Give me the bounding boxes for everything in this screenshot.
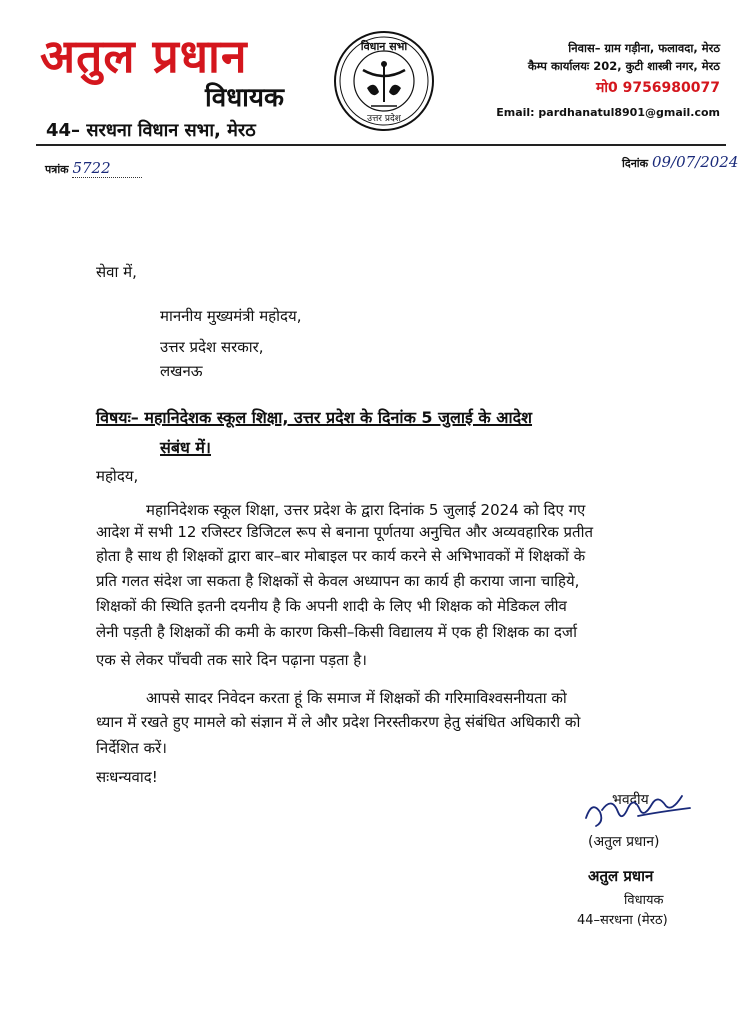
body-line: ध्यान में रखते हुए मामले को संज्ञान में ले और प्रदेश निरस्तीकरण हेतु संबंधित अधिकारी को [96, 713, 581, 731]
email-address: Email: pardhanatul8901@gmail.com [496, 106, 720, 119]
reference-number [45, 159, 142, 178]
signatory-name-bracketed: (अतुल प्रधान) [588, 834, 660, 850]
letter-date [622, 153, 738, 171]
mobile-number: मो0 9756980077 [595, 80, 720, 96]
letterhead-designation: विधायक [205, 83, 284, 113]
seal-top-text: विधान सभा [360, 40, 408, 53]
body-line: आपसे सादर निवेदन करता हूं कि समाज में शिक्षकों की गरिमाविश्वसनीयता को [146, 689, 567, 707]
date-value: 09/07/2024 [651, 153, 739, 171]
body-line: एक से लेकर पाँचवी तक सारे दिन पढ़ाना पड़ता है। [96, 651, 367, 669]
signatory-designation: विधायक [624, 893, 664, 908]
reference-value: 5722 [72, 159, 111, 177]
addressee-line: माननीय मुख्यमंत्री महोदय, [160, 307, 302, 325]
salutation-to: सेवा में, [96, 263, 137, 281]
subject-line: विषयः– महानिदेशक स्कूल शिक्षा, उत्तर प्रदेश के दिनांक 5 जुलाई के आदेश [96, 408, 533, 427]
addressee-line: लखनऊ [160, 362, 203, 380]
reference-label: पत्रांक [45, 163, 69, 176]
body-line: महानिदेशक स्कूल शिक्षा, उत्तर प्रदेश के द्वारा दिनांक 5 जुलाई 2024 को दिए गए [146, 501, 586, 519]
closing-thanks: सःधन्यवाद! [96, 768, 158, 786]
addressee-line: उत्तर प्रदेश सरकार, [160, 338, 264, 356]
body-line: शिक्षकों की स्थिति इतनी दयनीय है कि अपनी शादी के लिए भी शिक्षक को मेडिकल लीव [96, 597, 567, 615]
camp-office-address: कैम्प कार्यालयः 202, कुटी शास्त्री नगर, मेरठ [527, 59, 720, 73]
signatory-constituency: 44–सरधना (मेरठ) [577, 913, 668, 928]
yours-faithfully: भवदीय [612, 792, 649, 808]
body-line: लेनी पड़ती है शिक्षकों की कमी के कारण किसी–किसी विद्यालय में एक ही शिक्षक का दर्जा [96, 623, 577, 641]
body-line: निर्देशित करें। [96, 739, 167, 757]
seal-bottom-text: उत्तर प्रदेश [367, 114, 401, 124]
signatory-name: अतुल प्रधान [588, 867, 654, 885]
body-line: प्रति गलत संदेश जा सकता है शिक्षकों से केवल अध्यापन का कार्य ही कराया जाना चाहिये, [96, 572, 580, 590]
handwritten-signature [578, 782, 696, 832]
letterhead-name: अतुल प्रधान [40, 29, 248, 83]
body-line: आदेश में सभी 12 रजिस्टर डिजिटल रूप से बनाना पूर्णतया अनुचित और अव्यवहारिक प्रतीत [96, 523, 594, 541]
subject-line: संबंध में। [160, 438, 211, 457]
date-label: दिनांक [622, 157, 649, 170]
body-line: होता है साथ ही शिक्षकों द्वारा बार–बार मोबाइल पर कार्य करने से अभिभावकों में शिक्षकों के [96, 547, 586, 565]
residence-address: निवास– ग्राम गड़ीना, फलावदा, मेरठ [568, 41, 720, 55]
assembly-seal-emblem [333, 30, 435, 132]
header-divider [36, 144, 726, 146]
letterhead-constituency: 44– सरधना विधान सभा, मेरठ [46, 120, 256, 141]
greeting: महोदय, [96, 467, 139, 485]
